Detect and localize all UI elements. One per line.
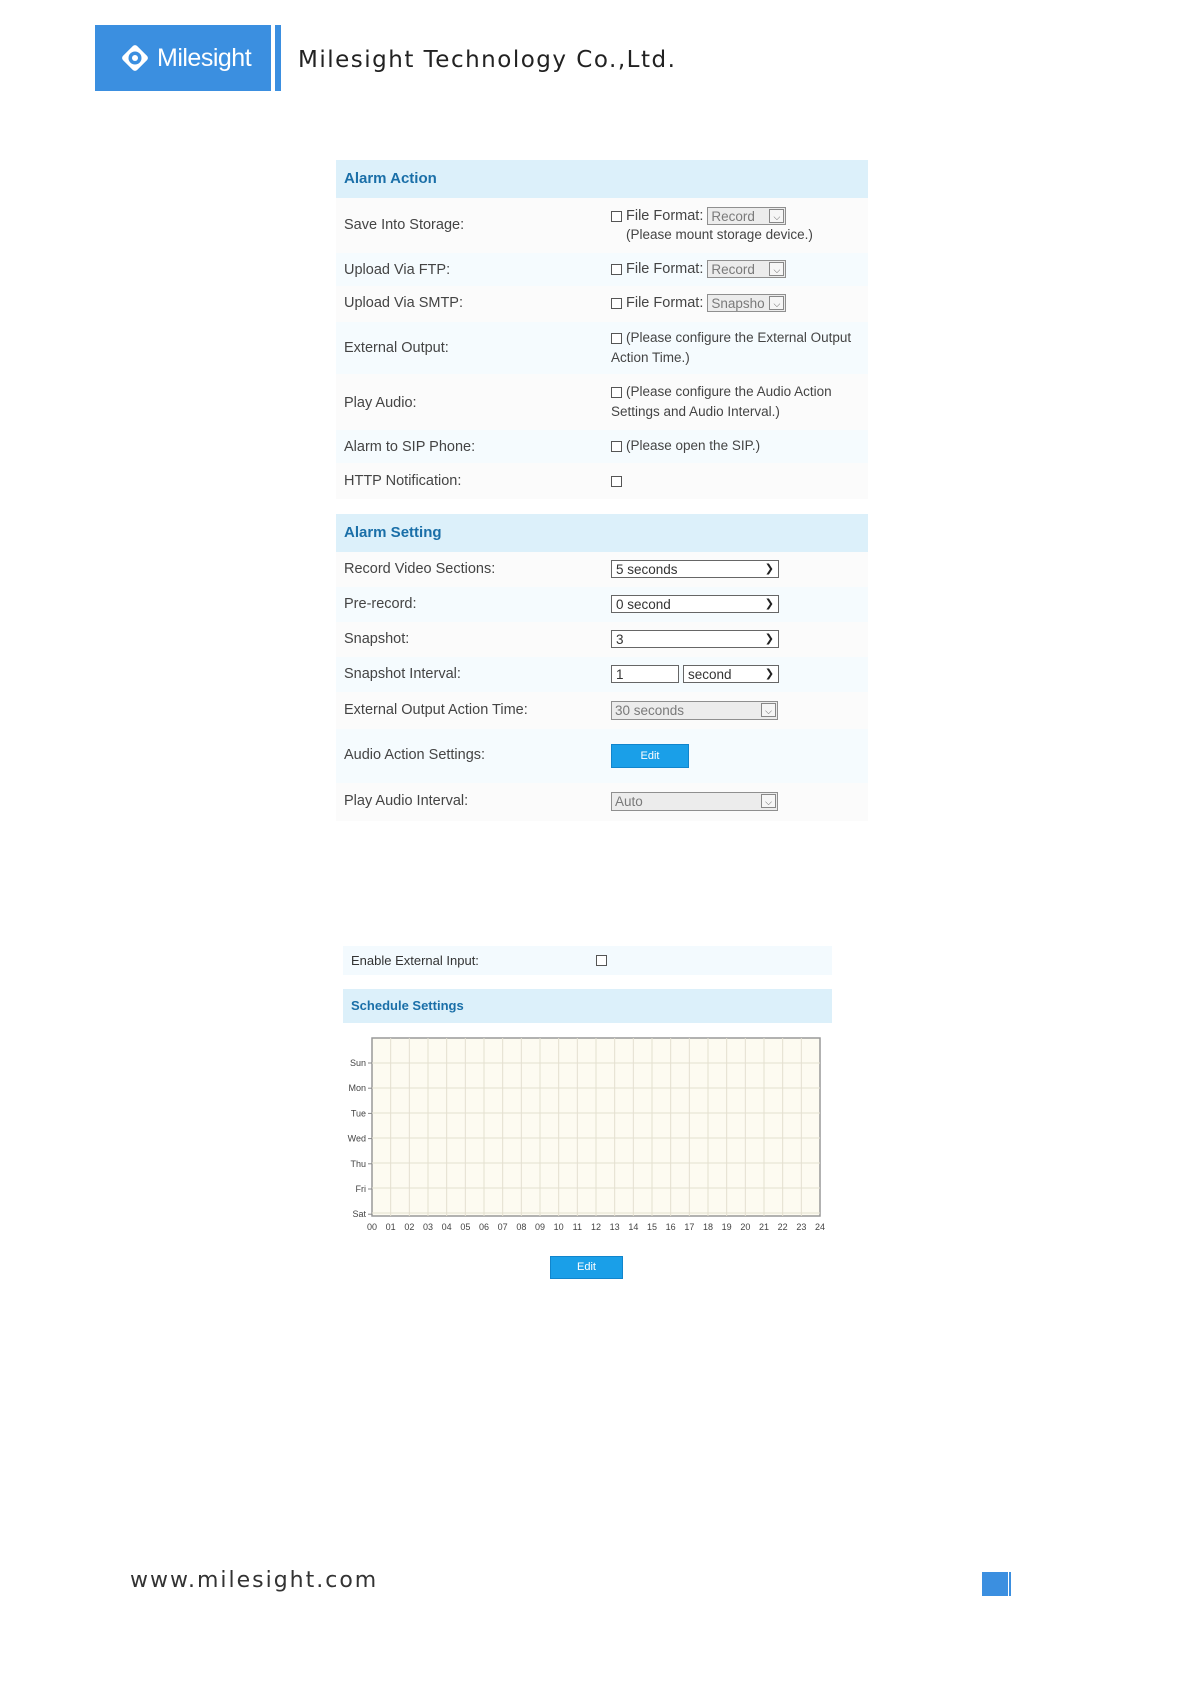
external-output-note-1: (Please configure the External Output xyxy=(626,330,852,345)
chevron-down-icon: ⌵ xyxy=(769,296,784,310)
hour-label-24: 24 xyxy=(814,1222,826,1232)
logo xyxy=(95,25,271,91)
hour-label-18: 18 xyxy=(702,1222,714,1232)
label-pre-record: Pre-record: xyxy=(344,596,417,612)
company-name: Milesight Technology Co.,Ltd. xyxy=(298,47,677,73)
file-format-label: File Format: xyxy=(626,295,704,311)
play-audio-note-1: (Please configure the Audio Action xyxy=(626,384,832,399)
day-label-mon: Mon xyxy=(348,1083,366,1094)
hour-label-17: 17 xyxy=(684,1222,695,1232)
upload-ftp-checkbox[interactable] xyxy=(611,264,622,275)
label-audio-action-settings: Audio Action Settings: xyxy=(344,747,486,763)
row-play-audio-interval xyxy=(336,783,868,821)
alarm-action-header: Alarm Action xyxy=(336,160,868,198)
day-label-tue: Tue xyxy=(350,1108,366,1119)
external-output-note-2: Action Time.) xyxy=(611,350,690,365)
page-marker xyxy=(982,1572,1008,1596)
day-label-sun: Sun xyxy=(349,1058,366,1068)
ftp-file-format-select[interactable]: Record ⌵ xyxy=(707,260,786,278)
schedule-grid[interactable] xyxy=(340,1030,840,1242)
row-upload-smtp xyxy=(336,286,868,322)
hour-label-02: 02 xyxy=(404,1222,415,1232)
hour-label-08: 08 xyxy=(516,1222,527,1232)
label-record-video-sections: Record Video Sections: xyxy=(344,561,496,577)
chevron-down-icon: ❯ xyxy=(764,598,774,610)
play-audio-interval-select[interactable]: Auto ⌵ xyxy=(611,792,778,811)
enable-external-input-checkbox[interactable] xyxy=(596,955,607,966)
row-external-output-action-time xyxy=(336,692,868,729)
label-external-output-action-time: External Output Action Time: xyxy=(344,702,528,718)
chevron-down-icon: ❯ xyxy=(764,668,775,680)
row-pre-record xyxy=(336,587,868,622)
hour-label-19: 19 xyxy=(721,1222,732,1232)
hour-label-10: 10 xyxy=(553,1222,564,1232)
hour-label-12: 12 xyxy=(590,1222,602,1232)
logo-divider xyxy=(275,25,281,91)
chevron-down-icon: ⌵ xyxy=(761,703,776,717)
hour-label-06: 06 xyxy=(478,1222,490,1232)
hour-label-05: 05 xyxy=(460,1222,471,1232)
row-upload-ftp xyxy=(336,253,868,286)
schedule-settings-header: Schedule Settings xyxy=(343,989,832,1023)
schedule-hour-labels xyxy=(367,1222,825,1232)
row-alarm-sip xyxy=(336,430,868,463)
label-snapshot-interval: Snapshot Interval: xyxy=(344,666,461,682)
storage-note: (Please mount storage device.) xyxy=(626,227,813,242)
label-play-audio-interval: Play Audio Interval: xyxy=(344,793,469,809)
audio-action-edit-button[interactable]: Edit xyxy=(611,744,689,768)
hour-label-01: 01 xyxy=(385,1222,396,1232)
label-http-notification: HTTP Notification: xyxy=(344,473,462,489)
footer-url[interactable]: www.milesight.com xyxy=(130,1568,379,1593)
label-snapshot: Snapshot: xyxy=(344,631,410,647)
day-label-fri: Fri xyxy=(355,1184,366,1194)
alarm-setting-header: Alarm Setting xyxy=(336,514,868,552)
row-enable-external-input xyxy=(343,946,832,975)
label-play-audio: Play Audio: xyxy=(344,395,417,411)
alarm-sip-checkbox[interactable] xyxy=(611,441,622,452)
hour-label-00: 00 xyxy=(366,1222,378,1232)
pre-record-select[interactable]: 0 second ❯ xyxy=(611,595,779,613)
hour-label-22: 22 xyxy=(777,1222,788,1232)
play-audio-checkbox[interactable] xyxy=(611,387,622,398)
snapshot-select[interactable]: 3 ❯ xyxy=(611,630,779,648)
schedule-day-labels xyxy=(348,1058,372,1219)
row-save-into-storage xyxy=(336,198,868,253)
label-alarm-sip: Alarm to SIP Phone: xyxy=(344,439,476,455)
label-upload-ftp: Upload Via FTP: xyxy=(344,262,451,278)
label-enable-external-input: Enable External Input: xyxy=(351,953,479,968)
day-label-wed: Wed xyxy=(347,1133,366,1144)
row-snapshot-interval xyxy=(336,657,868,692)
chevron-down-icon: ❯ xyxy=(764,563,774,575)
hour-label-13: 13 xyxy=(609,1222,620,1232)
chevron-down-icon: ❯ xyxy=(764,633,774,645)
hour-label-09: 09 xyxy=(534,1222,546,1232)
hour-label-15: 15 xyxy=(646,1222,658,1232)
hour-label-03: 03 xyxy=(422,1222,434,1232)
hour-label-07: 07 xyxy=(497,1222,508,1232)
row-http-notification xyxy=(336,463,868,499)
upload-smtp-checkbox[interactable] xyxy=(611,298,622,309)
http-notification-checkbox[interactable] xyxy=(611,476,622,487)
chevron-down-icon: ⌵ xyxy=(769,262,784,276)
external-output-checkbox[interactable] xyxy=(611,333,622,344)
logo-text: Milesight xyxy=(157,44,252,72)
row-snapshot xyxy=(336,622,868,657)
label-save-into-storage: Save Into Storage: xyxy=(344,217,465,233)
day-label-thu: Thu xyxy=(350,1158,366,1169)
play-audio-note-2: Settings and Audio Interval.) xyxy=(611,404,780,419)
row-external-output xyxy=(336,322,868,374)
file-format-label: File Format: xyxy=(626,208,704,224)
day-label-sat: Sat xyxy=(352,1209,366,1220)
row-record-video-sections xyxy=(336,552,868,587)
file-format-label: File Format: xyxy=(626,261,704,277)
row-audio-action-settings xyxy=(336,729,868,783)
sip-note: (Please open the SIP.) xyxy=(626,438,761,453)
smtp-file-format-select[interactable]: Snapsho ⌵ xyxy=(707,294,786,312)
label-upload-smtp: Upload Via SMTP: xyxy=(344,295,464,311)
row-play-audio xyxy=(336,374,868,430)
chevron-down-icon: ⌵ xyxy=(769,209,784,223)
milesight-logo-icon xyxy=(119,42,151,74)
snapshot-interval-input[interactable]: 1 xyxy=(611,665,679,683)
hour-label-14: 14 xyxy=(628,1222,639,1232)
snapshot-interval-unit-select[interactable]: second ❯ xyxy=(683,665,779,683)
label-external-output: External Output: xyxy=(344,340,449,356)
page-marker-bar xyxy=(1009,1572,1011,1596)
record-video-sections-select[interactable]: 5 seconds ❯ xyxy=(611,560,779,578)
save-into-storage-checkbox[interactable] xyxy=(611,211,622,222)
hour-label-16: 16 xyxy=(665,1222,676,1232)
external-output-action-time-select[interactable]: 30 seconds ⌵ xyxy=(611,701,778,720)
hour-label-21: 21 xyxy=(758,1222,770,1232)
hour-label-04: 04 xyxy=(441,1222,452,1232)
alarm-panel xyxy=(336,160,868,821)
hour-label-11: 11 xyxy=(572,1222,583,1232)
save-file-format-select[interactable]: Record ⌵ xyxy=(707,207,786,225)
hour-label-20: 20 xyxy=(740,1222,751,1232)
hour-label-23: 23 xyxy=(796,1222,807,1232)
schedule-edit-button[interactable]: Edit xyxy=(550,1256,623,1279)
chevron-down-icon: ⌵ xyxy=(761,794,776,808)
